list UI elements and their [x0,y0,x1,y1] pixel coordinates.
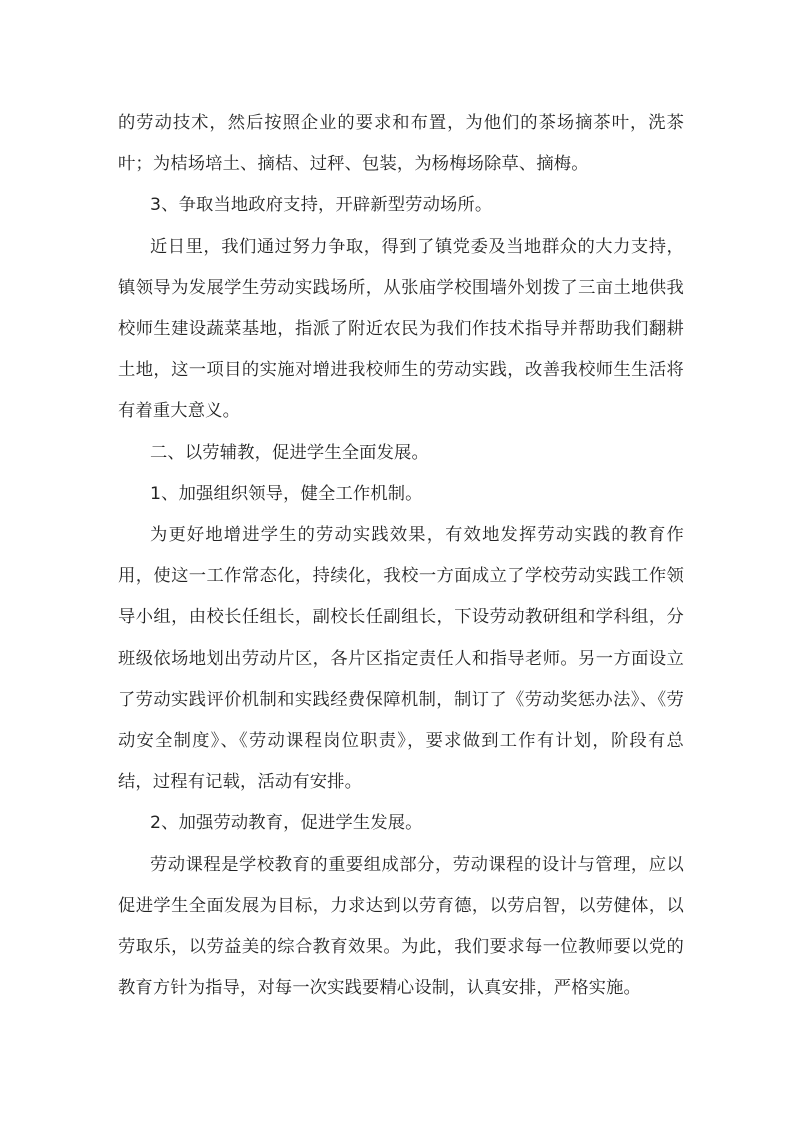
paragraph-continuation: 的劳动技术，然后按照企业的要求和布置，为他们的茶场摘茶叶，洗茶叶；为桔场培土、摘桔、过秤、包装，为杨梅场除草、摘梅。 [118,113,684,175]
paragraph-vegetable-base: 近日里，我们通过努力争取，得到了镇党委及当地群众的大力支持，镇领导为发展学生劳动实践场所，从张庙学校围墙外划拨了三亩土地供我校师生建设蔬菜基地，指派了附近农民为我们作技术指导并帮助我们翻耕土地，这一项目的实施对增进我校师生的劳动实践，改善我校师生生活将有着重大意义。 [118,236,684,422]
subheading-2: 2、加强劳动教育，促进学生发展。 [150,813,423,834]
subheading-1: 1、加强组织领导，健全工作机制。 [150,483,423,504]
section-heading-2: 二、以劳辅教，促进学生全面发展。 [150,442,429,463]
paragraph-labor-course: 劳动课程是学校教育的重要组成部分，劳动课程的设计与管理，应以促进学生全面发展为目标，力求达到以劳育德，以劳启智，以劳健体，以劳取乐，以劳益美的综合教育效果。为此，我们要求每一位教师要以党的教育方针为指导，对每一次实践要精心设制，认真安排，严格实施。 [118,854,684,999]
paragraph-organization: 为更好地增进学生的劳动实践效果，有效地发挥劳动实践的教育作用，使这一工作常态化，持续化，我校一方面成立了学校劳动实践工作领导小组，由校长任组长，副校长任副组长，下设劳动教研组和学科组，分班级依场地划出劳动片区，各片区指定责任人和指导老师。另一方面设立了劳动实践评价机制和实践经费保障机制，制订了《劳动奖惩办法》、《劳动安全制度》、《劳动课程岗位职责》，要求做到工作有计划，阶段有总结，过程有记载，活动有安排。 [118,525,684,793]
subheading-3: 3、争取当地政府支持，开辟新型劳动场所。 [150,195,493,216]
